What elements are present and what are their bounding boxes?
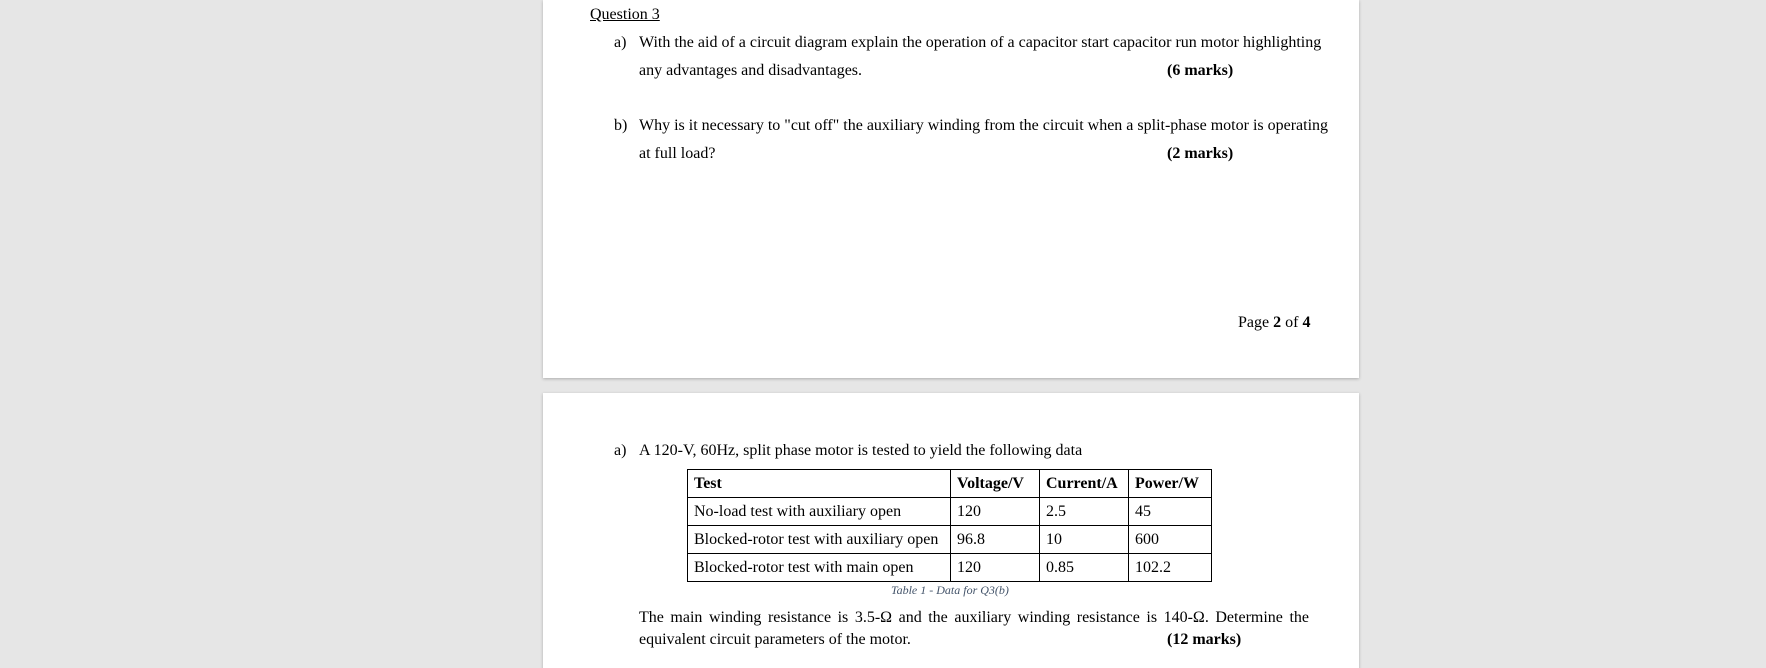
table-cell: 102.2: [1129, 554, 1212, 582]
table-header-cell: Current/A: [1040, 470, 1129, 498]
table-row: [688, 526, 1212, 554]
item-a-letter: a): [614, 442, 627, 459]
table-header-cell: Voltage/V: [951, 470, 1040, 498]
page-number-middle: of: [1281, 314, 1303, 331]
table-cell: Blocked-rotor test with auxiliary open: [688, 526, 951, 554]
page-number: [1238, 314, 1310, 332]
table-cell: 600: [1129, 526, 1212, 554]
page-number-total: 4: [1302, 314, 1311, 331]
item-a-intro: A 120-V, 60Hz, split phase motor is tested to yield the following data: [639, 442, 1083, 459]
item-a-marks: (6 marks): [1167, 62, 1234, 79]
item-a-paragraph-line2: equivalent circuit parameters of the motor.: [639, 631, 911, 648]
table-header-cell: Power/W: [1129, 470, 1212, 498]
table-cell: 0.85: [1040, 554, 1129, 582]
table-cell: 96.8: [951, 526, 1040, 554]
page-number-current: 2: [1273, 314, 1282, 331]
table-cell: No-load test with auxiliary open: [688, 498, 951, 526]
item-b-letter: b): [614, 117, 628, 134]
item-a-paragraph-line1: The main winding resistance is 3.5-Ω and the auxiliary winding resistance is 140-Ω. Determine the: [639, 609, 1309, 626]
table-cell: 120: [951, 498, 1040, 526]
table-cell: 10: [1040, 526, 1129, 554]
table-row: [688, 498, 1212, 526]
item-a-line1: With the aid of a circuit diagram explain the operation of a capacitor start capacitor run motor highlighting: [639, 34, 1322, 51]
item-a-marks: (12 marks): [1167, 631, 1242, 648]
item-a-letter: a): [614, 34, 627, 51]
item-b-line1: Why is it necessary to "cut off" the auxiliary winding from the circuit when a split-phase motor is operating: [639, 117, 1329, 134]
table-caption: Table 1 - Data for Q3(b): [891, 583, 1009, 597]
table-cell: 2.5: [1040, 498, 1129, 526]
question-title: Question 3: [590, 6, 660, 23]
test-data-table: [687, 469, 1212, 582]
item-b-line2: at full load?: [639, 145, 716, 162]
document-page-2: [543, 0, 1359, 378]
table-header-row: [688, 470, 1212, 498]
item-b-marks: (2 marks): [1167, 145, 1234, 162]
document-page-3: [543, 393, 1359, 668]
table-cell: 120: [951, 554, 1040, 582]
table-row: [688, 554, 1212, 582]
table-header-cell: Test: [688, 470, 951, 498]
item-a-line2: any advantages and disadvantages.: [639, 62, 863, 79]
table-cell: 45: [1129, 498, 1212, 526]
table-cell: Blocked-rotor test with main open: [688, 554, 951, 582]
page-number-prefix: Page: [1238, 314, 1274, 331]
